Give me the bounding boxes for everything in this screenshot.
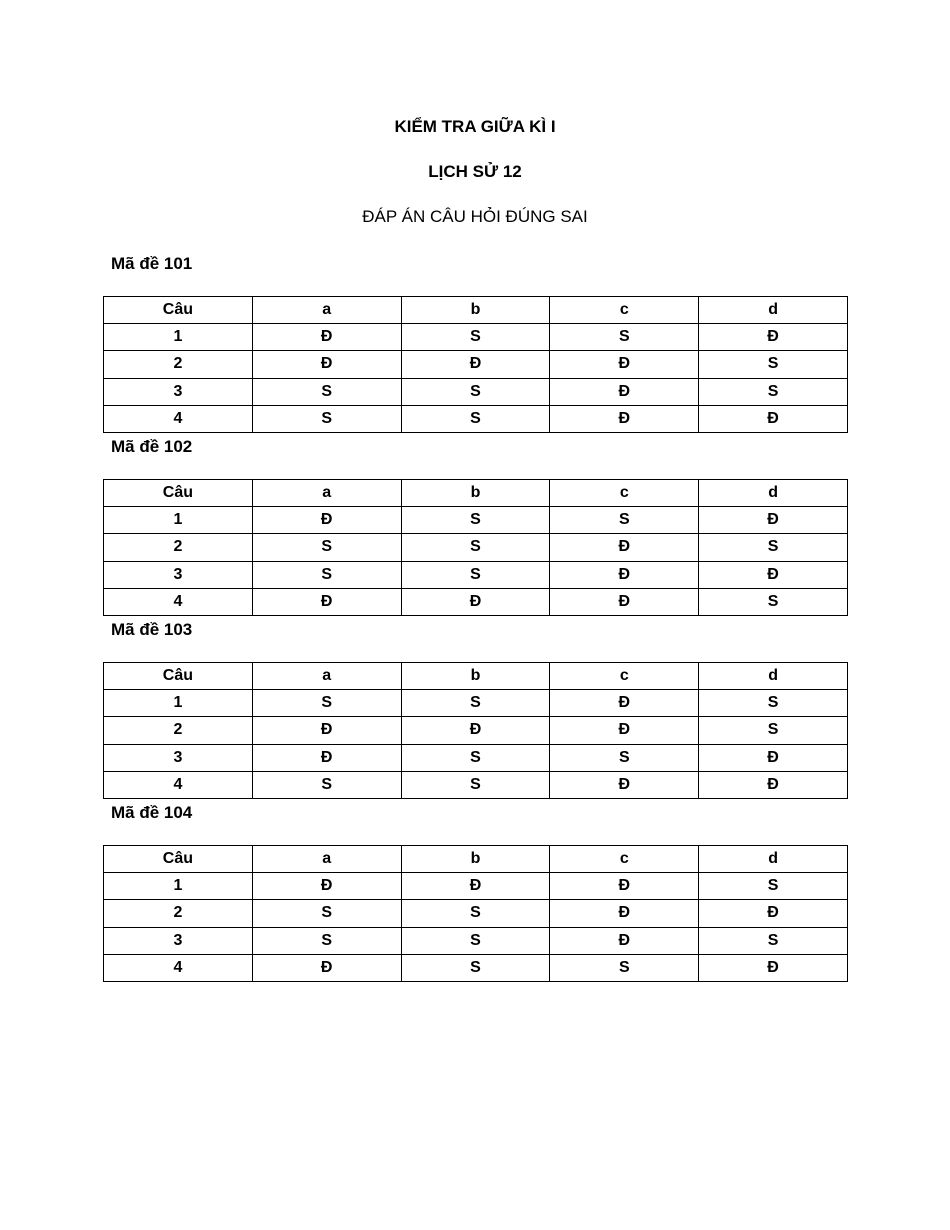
table-header-row	[104, 663, 848, 690]
table-cell: Đ	[252, 324, 401, 351]
table-row	[104, 378, 848, 405]
table-cell: Đ	[550, 378, 699, 405]
table-cell: S	[252, 900, 401, 927]
exam-code-label-103: Mã đề 103	[111, 620, 193, 639]
table-cell: S	[550, 954, 699, 981]
column-header: a	[252, 297, 401, 324]
table-cell: Đ	[252, 873, 401, 900]
column-header: b	[401, 480, 550, 507]
table-cell: S	[550, 324, 699, 351]
table-cell: Đ	[550, 561, 699, 588]
table-cell: S	[401, 954, 550, 981]
table-cell: S	[252, 405, 401, 432]
table-row	[104, 771, 848, 798]
table-cell: S	[699, 534, 848, 561]
table-cell: S	[401, 771, 550, 798]
table-header-row	[104, 480, 848, 507]
table-cell: Đ	[550, 717, 699, 744]
exam-code-label-101: Mã đề 101	[111, 254, 193, 273]
table-cell: Đ	[252, 744, 401, 771]
table-cell: 1	[104, 690, 253, 717]
table-cell: Đ	[699, 561, 848, 588]
table-cell: S	[699, 378, 848, 405]
table-cell: S	[252, 561, 401, 588]
column-header: d	[699, 480, 848, 507]
table-cell: S	[401, 744, 550, 771]
table-cell: S	[252, 771, 401, 798]
column-header: Câu	[104, 480, 253, 507]
column-header: b	[401, 297, 550, 324]
table-row	[104, 954, 848, 981]
table-cell: Đ	[550, 588, 699, 615]
table-cell: S	[401, 561, 550, 588]
table-cell: Đ	[550, 405, 699, 432]
table-cell: S	[401, 405, 550, 432]
document-title: KIỂM TRA GIỮA KÌ I	[394, 117, 556, 136]
table-row	[104, 561, 848, 588]
table-row	[104, 351, 848, 378]
table-cell: S	[252, 690, 401, 717]
table-cell: Đ	[401, 351, 550, 378]
table-header-row	[104, 846, 848, 873]
table-cell: S	[401, 324, 550, 351]
table-row	[104, 588, 848, 615]
column-header: a	[252, 480, 401, 507]
table-row	[104, 690, 848, 717]
table-cell: Đ	[699, 954, 848, 981]
subject-title: LỊCH SỬ 12	[428, 162, 522, 181]
column-header: b	[401, 846, 550, 873]
column-header: Câu	[104, 663, 253, 690]
table-row	[104, 717, 848, 744]
table-cell: 2	[104, 534, 253, 561]
table-cell: Đ	[401, 873, 550, 900]
table-cell: S	[401, 378, 550, 405]
table-cell: S	[550, 507, 699, 534]
table-cell: Đ	[252, 588, 401, 615]
exam-code-label-102: Mã đề 102	[111, 437, 193, 456]
table-cell: 2	[104, 351, 253, 378]
table-cell: S	[699, 717, 848, 744]
table-cell: 2	[104, 717, 253, 744]
table-row	[104, 405, 848, 432]
table-cell: Đ	[401, 717, 550, 744]
table-cell: S	[699, 690, 848, 717]
table-row	[104, 873, 848, 900]
table-row	[104, 744, 848, 771]
column-header: a	[252, 663, 401, 690]
column-header: Câu	[104, 846, 253, 873]
column-header: c	[550, 846, 699, 873]
answer-table-101	[103, 296, 848, 433]
table-cell: Đ	[550, 927, 699, 954]
table-cell: 3	[104, 927, 253, 954]
table-cell: S	[252, 534, 401, 561]
answer-table-104	[103, 845, 848, 982]
table-cell: Đ	[252, 717, 401, 744]
table-cell: 1	[104, 324, 253, 351]
table-cell: Đ	[550, 351, 699, 378]
table-cell: 3	[104, 561, 253, 588]
table-cell: 3	[104, 378, 253, 405]
table-cell: Đ	[699, 405, 848, 432]
table-cell: S	[401, 690, 550, 717]
table-cell: 4	[104, 954, 253, 981]
column-header: c	[550, 297, 699, 324]
table-cell: Đ	[699, 744, 848, 771]
table-cell: Đ	[550, 771, 699, 798]
column-header: c	[550, 480, 699, 507]
table-cell: 1	[104, 873, 253, 900]
table-cell: 4	[104, 405, 253, 432]
table-cell: Đ	[699, 507, 848, 534]
table-row	[104, 927, 848, 954]
table-cell: 1	[104, 507, 253, 534]
table-cell: Đ	[252, 954, 401, 981]
column-header: d	[699, 663, 848, 690]
table-cell: 2	[104, 900, 253, 927]
table-cell: Đ	[699, 900, 848, 927]
table-cell: S	[699, 351, 848, 378]
table-cell: S	[699, 927, 848, 954]
table-cell: S	[699, 588, 848, 615]
table-cell: Đ	[550, 900, 699, 927]
table-row	[104, 324, 848, 351]
table-cell: S	[401, 534, 550, 561]
table-cell: S	[401, 900, 550, 927]
table-cell: Đ	[550, 690, 699, 717]
column-header: b	[401, 663, 550, 690]
column-header: d	[699, 846, 848, 873]
table-cell: S	[252, 378, 401, 405]
table-cell: Đ	[252, 351, 401, 378]
table-cell: Đ	[401, 588, 550, 615]
table-cell: S	[401, 927, 550, 954]
table-cell: S	[550, 744, 699, 771]
column-header: c	[550, 663, 699, 690]
answer-table-102	[103, 479, 848, 616]
table-row	[104, 900, 848, 927]
table-row	[104, 534, 848, 561]
exam-code-label-104: Mã đề 104	[111, 803, 193, 822]
table-cell: Đ	[252, 507, 401, 534]
table-cell: S	[252, 927, 401, 954]
table-cell: Đ	[699, 771, 848, 798]
column-header: Câu	[104, 297, 253, 324]
table-cell: 4	[104, 588, 253, 615]
table-cell: S	[401, 507, 550, 534]
table-cell: 3	[104, 744, 253, 771]
table-cell: S	[699, 873, 848, 900]
table-cell: Đ	[550, 873, 699, 900]
table-cell: 4	[104, 771, 253, 798]
table-header-row	[104, 297, 848, 324]
column-header: a	[252, 846, 401, 873]
table-row	[104, 507, 848, 534]
table-cell: Đ	[699, 324, 848, 351]
answer-key-subtitle: ĐÁP ÁN CÂU HỎI ĐÚNG SAI	[362, 207, 588, 226]
answer-table-103	[103, 662, 848, 799]
table-cell: Đ	[550, 534, 699, 561]
column-header: d	[699, 297, 848, 324]
